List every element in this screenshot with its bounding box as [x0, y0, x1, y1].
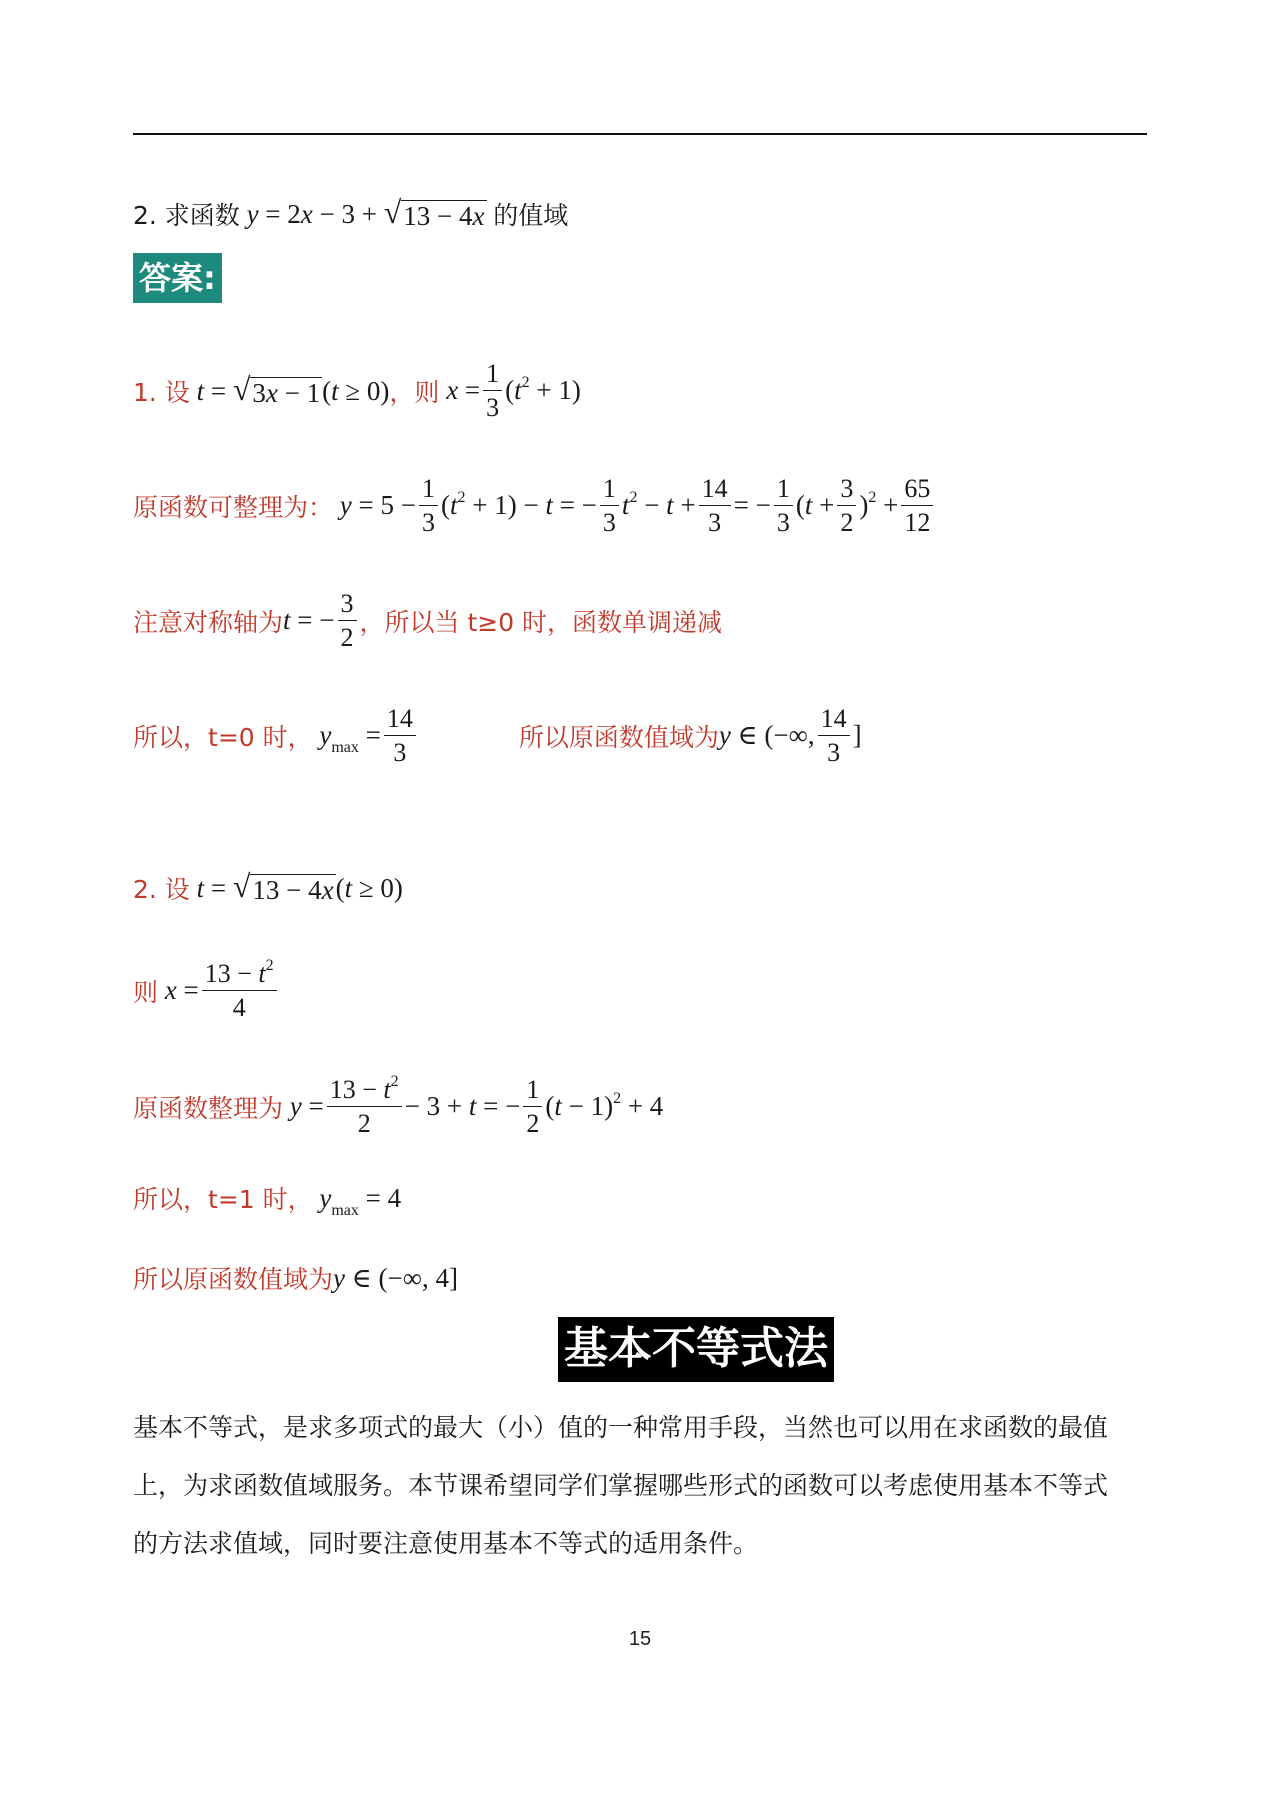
- method2-reorganize-label: 原函数整理为: [133, 1093, 284, 1123]
- question-line: [133, 196, 568, 232]
- method1-axis-note-a: 注意对称轴为: [133, 607, 284, 637]
- method2-cond: t=1 时，: [208, 1185, 313, 1214]
- paragraph-line-2: 上，为求函数值域服务。本节课希望同学们掌握哪些形式的函数可以考虑使用基本不等式: [133, 1471, 1109, 1500]
- method1-so: 所以，: [133, 722, 209, 752]
- method1-substitution: 1. 设 t = √ 3x − 1 (t ≥ 0) ，则 x = $\frac{1}{3}$ $(t^2 + 1)$: [133, 359, 581, 423]
- paragraph-line-1: 基本不等式，是求多项式的最大（小）值的一种常用手段，当然也可以用在求函数的最值: [133, 1413, 1109, 1442]
- method1-reorganize: 原函数可整理为： y = 5 − $\frac{1}{3}$ $(t^2 + 1) - t$ = − $\frac{1}{3}$ $t^2 - t$ + $\frac{14}{3}$ = − $\frac{1}{3}$ (t + $\frac{3}{2}$ )$^2$ + $\frac{65}{12}$: [133, 475, 936, 537]
- answer-badge: 答案:: [133, 253, 222, 303]
- method1-intro: 1. 设: [133, 377, 190, 407]
- method1-then: ，则: [389, 377, 440, 407]
- method2-max: 所以， t=1 时， $y_{max} = 4$: [133, 1180, 401, 1216]
- method2-range-label: 所以原函数值域为: [133, 1265, 334, 1294]
- page-number: 15: [628, 1628, 652, 1650]
- question-suffix: 的值域: [493, 201, 569, 230]
- header-rule: [133, 133, 1147, 135]
- method1-cond: t=0 时，: [208, 722, 313, 752]
- method2-substitution: 2. 设 t = √ 13 − 4x (t ≥ 0): [133, 868, 403, 905]
- method2-then: 则 x = $\frac{13 - t^2}{4}$: [133, 960, 280, 1022]
- section-title: 基本不等式法: [558, 1317, 834, 1382]
- method2-reorganize: 原函数整理为 y = $\frac{13 - t^2}{2}$ − 3 + t = − $\frac{1}{2}$ $(t - 1)^2 + 4$: [133, 1073, 664, 1139]
- method2-intro: 2. 设: [133, 875, 190, 904]
- method1-range-label: 所以原函数值域为: [518, 722, 719, 752]
- paragraph-line-3: 的方法求值域，同时要注意使用基本不等式的适用条件。: [133, 1529, 759, 1558]
- method1-max: 所以， t=0 时， $y_{max}$ = $\frac{14}{3}$ 所以原函数值域为 y ∈ (−∞, $\frac{14}{3}$ ]: [133, 704, 862, 768]
- method2-so: 所以，: [133, 1185, 209, 1214]
- method1-axis-note: 注意对称轴为 t = − $\frac{3}{2}$ ，所以当 t≥0 时，函数单调递减: [133, 589, 723, 653]
- question-formula: y = 2x − 3 + √ 13 − 4x: [246, 194, 485, 231]
- question-label: 2. 求函数: [133, 201, 240, 230]
- method2-then-label: 则: [133, 977, 159, 1007]
- method1-axis-note-b: ，所以当 t≥0 时，函数单调递减: [359, 607, 723, 637]
- method2-range: 所以原函数值域为 y ∈ (−∞, 4]: [133, 1260, 458, 1296]
- method1-reorganize-label: 原函数可整理为：: [133, 492, 334, 522]
